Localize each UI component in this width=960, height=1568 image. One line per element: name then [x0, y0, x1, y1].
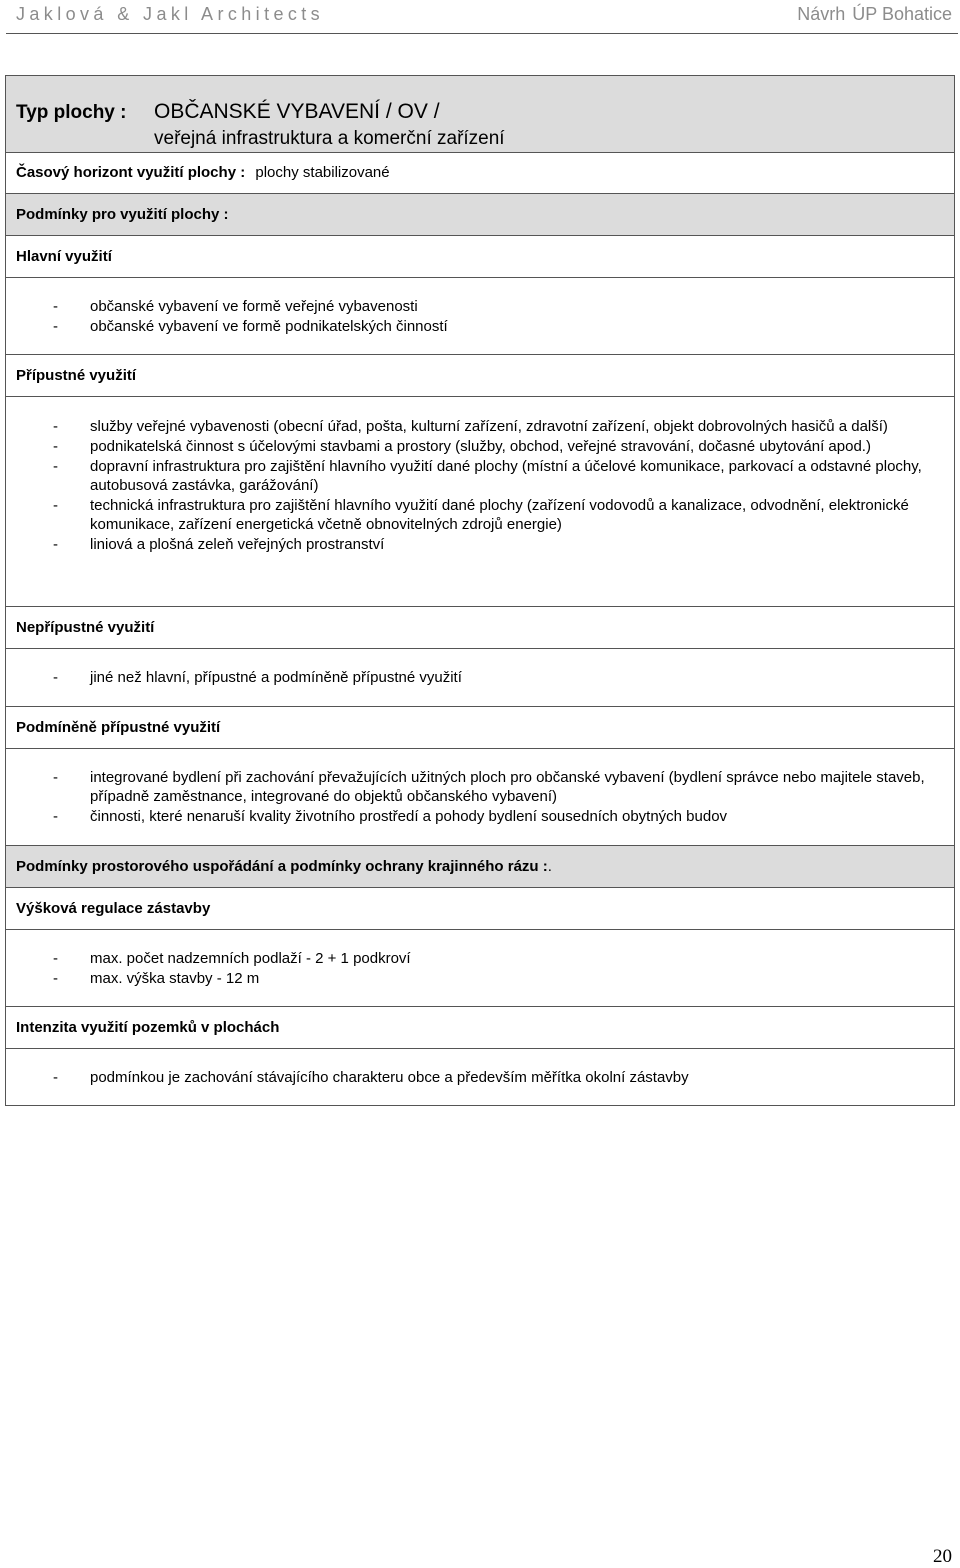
spatial-row	[6, 846, 954, 888]
conditional-list	[6, 768, 954, 827]
height-label: Výšková regulace zástavby	[16, 900, 211, 917]
list-item: - jiné než hlavní, přípustné a podmíněně přípustné využití	[6, 668, 954, 687]
conditional-label: Podmíněně přípustné využití	[16, 719, 221, 736]
list-item: - liniová a plošná zeleň veřejných prostranství	[6, 535, 954, 554]
spatial-label-suffix: .	[547, 858, 552, 875]
permitted-heading-row	[6, 355, 954, 397]
conditions-label: Podmínky pro využití plochy :	[16, 206, 229, 223]
list-item: - občanské vybavení ve formě veřejné vybavenosti	[6, 297, 954, 316]
header-firm-name: Jaklová & Jakl Architects	[16, 4, 325, 24]
main-use-label: Hlavní využití	[16, 248, 112, 265]
conditions-row	[6, 194, 954, 236]
height-list	[6, 949, 954, 989]
type-name: OBČANSKÉ VYBAVENÍ / OV /	[154, 100, 440, 123]
conditional-items-row	[6, 749, 954, 846]
header-project-a: Návrh	[797, 4, 846, 24]
header-project-title	[795, 4, 952, 25]
intensity-label: Intenzita využití pozemků v plochách	[16, 1019, 280, 1036]
main-use-items-row	[6, 278, 954, 355]
main-use-list	[6, 297, 954, 337]
spatial-label	[16, 858, 552, 875]
list-item: - služby veřejné vybavenosti (obecní úřad, pošta, kulturní zařízení, zdravotní zařízení, objekt dobrovolných hasičů a další)	[6, 417, 954, 436]
type-label: Typ plochy :	[16, 102, 127, 123]
permitted-items-row	[6, 397, 954, 607]
header-project-b: ÚP Bohatice	[852, 4, 952, 24]
intensity-list	[6, 1068, 954, 1088]
type-row	[6, 76, 954, 153]
type-subtitle: veřejná infrastruktura a komerční zařízení	[154, 128, 505, 149]
horizon-label-text: Časový horizont využití plochy :	[16, 164, 246, 181]
horizon-row	[6, 153, 954, 194]
list-item: - podmínkou je zachování stávajícího charakteru obce a především měřítka okolní zástavby	[6, 1068, 954, 1087]
main-use-heading-row	[6, 236, 954, 278]
horizon-label	[16, 164, 390, 181]
forbidden-label: Nepřípustné využití	[16, 619, 155, 636]
height-items-row	[6, 930, 954, 1007]
list-item: - podnikatelská činnost s účelovými stavbami a prostory (služby, obchod, veřejné stravování, dočasné ubytování apod.)	[6, 437, 954, 456]
header-rule	[6, 33, 958, 34]
list-item: - max. počet nadzemních podlaží - 2 + 1 podkroví	[6, 949, 954, 968]
page-number: 20	[933, 1546, 952, 1567]
list-item: - max. výška stavby - 12 m	[6, 969, 954, 988]
regulation-table	[5, 75, 955, 1106]
list-item: - dopravní infrastruktura pro zajištění hlavního využití dané plochy (místní a účelové komunikace, parkovací a odstavné plochy, autobusová zastávka, garážování)	[6, 457, 954, 495]
intensity-heading-row	[6, 1007, 954, 1049]
permitted-list	[6, 417, 954, 555]
list-item: - občanské vybavení ve formě podnikatelských činností	[6, 317, 954, 336]
forbidden-heading-row	[6, 607, 954, 649]
horizon-value: plochy stabilizované	[255, 164, 390, 181]
forbidden-items-row	[6, 649, 954, 707]
conditional-heading-row	[6, 707, 954, 749]
spatial-label-text: Podmínky prostorového uspořádání a podmínky ochrany krajinného rázu :	[16, 858, 548, 875]
list-item: - technická infrastruktura pro zajištění hlavního využití dané plochy (zařízení vodovodů a kanalizace, odvodnění, elektronické komunikace, zařízení energetická včetně obnovitelných zdrojů energie)	[6, 496, 954, 534]
forbidden-list	[6, 668, 954, 688]
permitted-label: Přípustné využití	[16, 367, 137, 384]
list-item: - integrované bydlení při zachování převažujících užitných ploch pro občanské vybavení (bydlení správce nebo majitele staveb, případně zaměstnance, integrované do objektů občanského vybavení)	[6, 768, 954, 806]
list-item: - činnosti, které nenaruší kvality životního prostředí a pohody bydlení sousedních obytných budov	[6, 807, 954, 826]
intensity-items-row	[6, 1049, 954, 1105]
height-heading-row	[6, 888, 954, 930]
